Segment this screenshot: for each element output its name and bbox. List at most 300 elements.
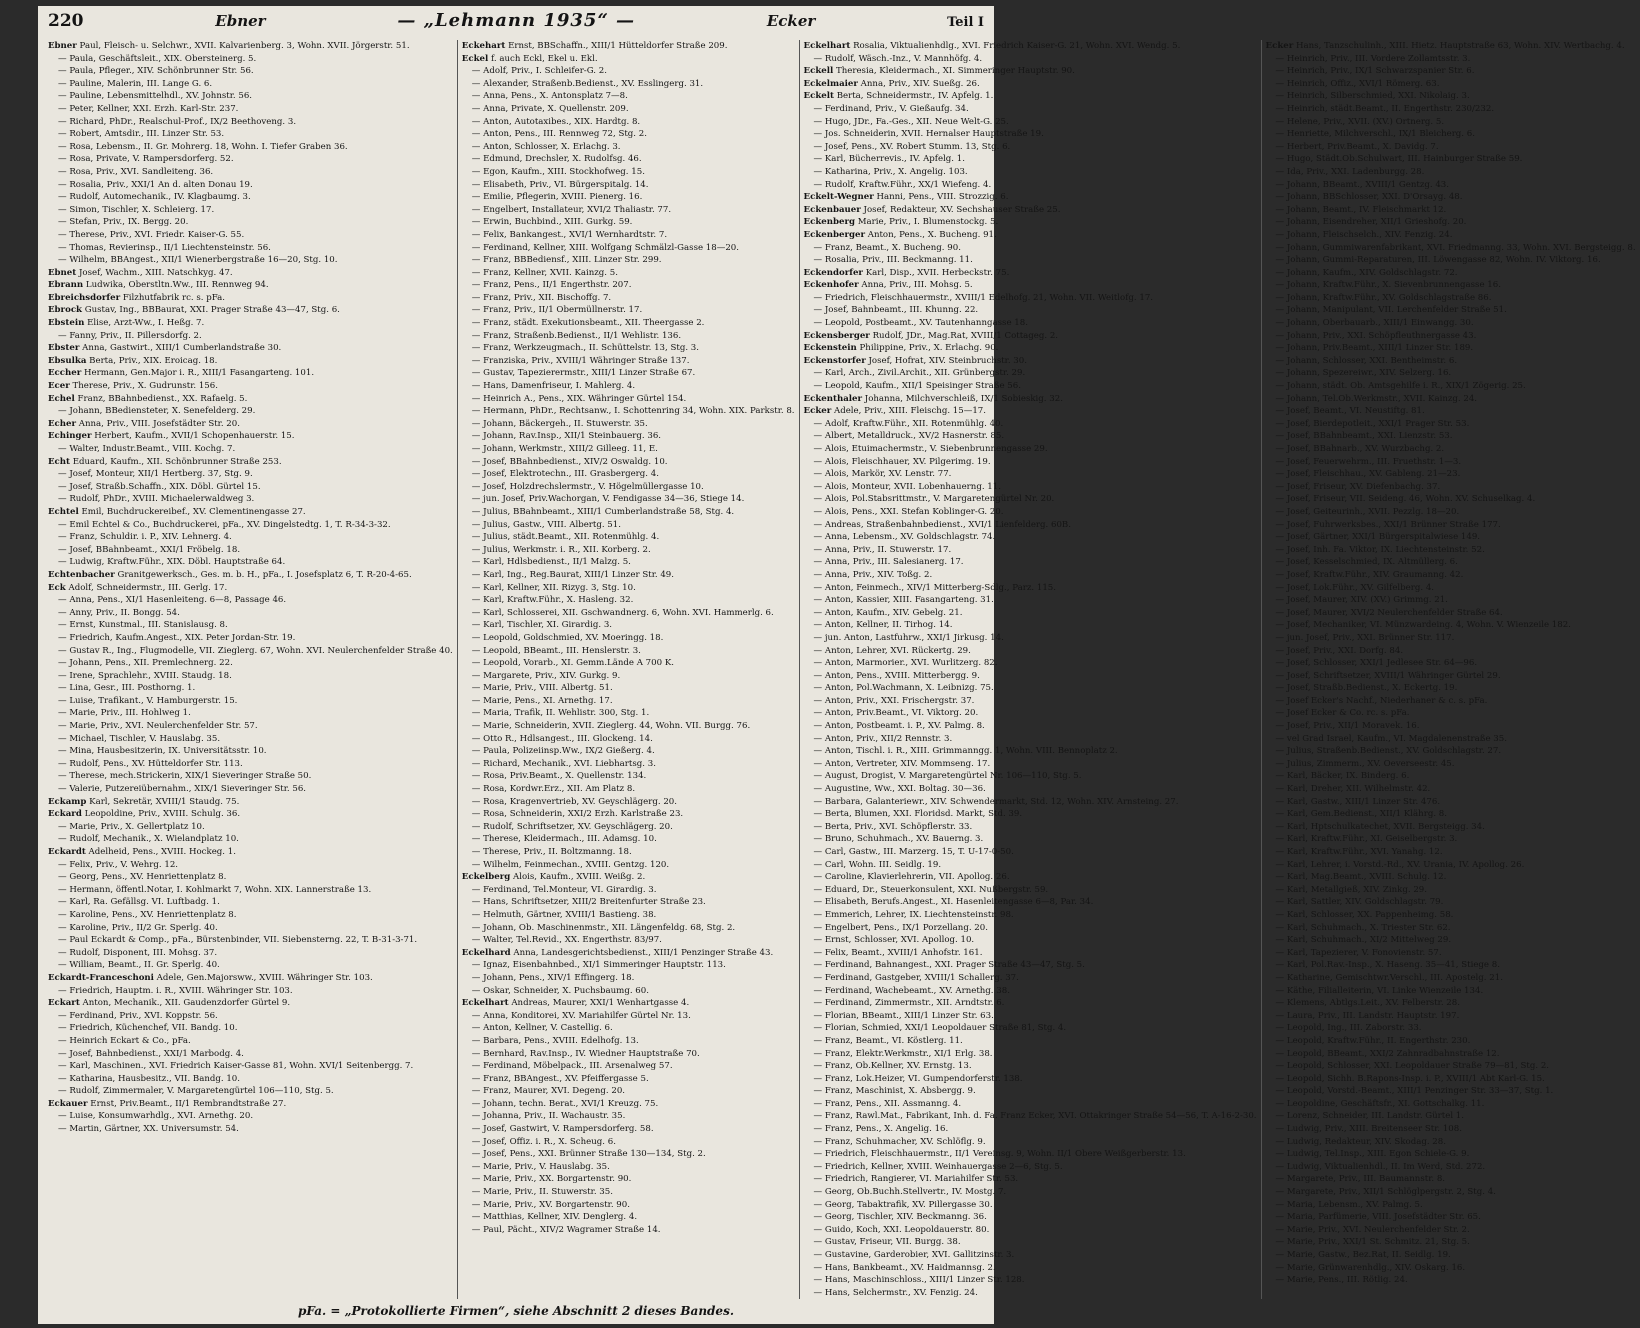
entry-text: — Maria, Parfümerie, VIII. Josefstädter Str. 65. (1275, 1212, 1481, 1223)
directory-entry (48, 1022, 453, 1035)
directory-entry (48, 582, 453, 595)
directory-entry (804, 972, 1257, 985)
entry-text: — Josef, Priv., XII/1 Moravek. 16. (1275, 721, 1420, 732)
directory-entry (48, 342, 453, 355)
directory-entry (462, 191, 795, 204)
entry-text: — Hermann, öffentl.Notar, I. Kohlmarkt 7, Wohn. XIX. Lannerstraße 13. (58, 884, 372, 895)
directory-entry (462, 279, 795, 292)
directory-entry (1266, 53, 1636, 66)
directory-entry (1266, 1249, 1636, 1262)
entry-text: — Carl, Wohn. III. Seidlg. 19. (813, 859, 942, 870)
directory-entry (1266, 1073, 1636, 1086)
directory-entry (804, 204, 1257, 217)
entry-text: — Mina, Hausbesitzerin, IX. Universitätsstr. 10. (58, 746, 267, 757)
entry-surname: Ebner (48, 41, 77, 51)
entry-text: — Karl, Hptschulkatechet, XVII. Bergsteigg. 34. (1275, 821, 1485, 832)
entry-text: — Anton, Vertreter, XIV. Mommseng. 17. (813, 758, 991, 769)
entry-text: — Alois, Pol.Stabsrittmstr., V. Margaretengürtel Nr. 20. (813, 494, 1055, 505)
entry-text: — Rudolf, PhDr., XVIII. Michaelerwaldweg 3. (58, 494, 255, 505)
directory-entry (48, 267, 453, 280)
directory-entry (48, 682, 453, 695)
entry-text: — Alois, Etuimachermstr., V. Siebenbrunnengasse 29. (813, 444, 1048, 454)
directory-entry (1266, 229, 1636, 242)
entry-surname: Eckard (48, 809, 82, 820)
directory-entry (1266, 972, 1636, 985)
entry-text: — Richard, Mechanik., XVI. Liebhartsg. 3. (471, 758, 656, 769)
directory-entry (462, 1148, 795, 1161)
entry-text: Anna, Priv., III. Mohsg. 5. (861, 280, 973, 291)
entry-text: — Thomas, Revierinsp., II/1 Liechtensteinstr. 56. (58, 242, 271, 253)
directory-entry (1266, 40, 1636, 53)
directory-entry (804, 985, 1257, 998)
entry-text: — Marie, Priv., II. Stuwerstr. 35. (471, 1187, 613, 1198)
entry-text: — Anton, Pens., XVIII. Mitterbergg. 9. (813, 670, 980, 681)
entry-text: — Ida, Priv., XXI. Ladenburgg. 28. (1275, 166, 1425, 177)
directory-entry (804, 1274, 1257, 1287)
directory-entry (804, 317, 1257, 330)
entry-text: — Anna, Priv., XIV. Toßg. 2. (813, 569, 933, 580)
directory-entry (462, 909, 795, 922)
entry-text: — Rosa, Private, V. Rampersdorferg. 52. (58, 154, 234, 165)
entry-text: — Rosa, Schneiderin, XXI/2 Erzh. Karlstraße 23. (471, 809, 684, 820)
directory-entry (1266, 405, 1636, 418)
entry-text: — Johann, Kraftw.Führ., XV. Goldschlagstraße 86. (1275, 292, 1492, 303)
entry-text: — Friedrich, Hauptm. i. R., XVIII. Währinger Str. 103. (58, 985, 293, 996)
entry-text: — Josef, Bahnbedienst., XXI/1 Marbodg. 4. (58, 1048, 244, 1059)
directory-entry (1266, 317, 1636, 330)
entry-text: — Walter, Tel.Revid., XX. Engerthstr. 83/97. (471, 935, 662, 946)
directory-entry (804, 556, 1257, 569)
part-label: Teil I (947, 15, 984, 30)
entry-text: — Heinrich, Priv., IX/1 Schwarzspanier Str. 6. (1275, 66, 1475, 77)
directory-entry (804, 934, 1257, 947)
entry-text: — Josef, BBahnbeamt., XXI. Lienzstr. 53. (1275, 431, 1453, 442)
entry-text: Adele, Gen.Majorsww., XVIII. Währinger Str. 103. (156, 972, 373, 983)
directory-entry (462, 833, 795, 846)
entry-text: — Albert, Metalldruck., XV/2 Hasnerstr. 85. (813, 431, 1005, 442)
directory-entry (804, 355, 1257, 368)
directory-entry (48, 670, 453, 683)
directory-entry (462, 317, 795, 330)
directory-entry (1266, 506, 1636, 519)
directory-entry (1266, 582, 1636, 595)
directory-entry (1266, 1211, 1636, 1224)
directory-entry (804, 997, 1257, 1010)
entry-text: — Johann, Spezereiwr., XIV. Selzerg. 16. (1275, 368, 1452, 379)
directory-entry (1266, 909, 1636, 922)
directory-entry (462, 783, 795, 796)
entry-text: — Karl, Bäcker, IX. Binderg. 6. (1275, 771, 1410, 782)
entry-text: — Karoline, Priv., II/2 Gr. Sperlg. 40. (58, 922, 218, 933)
entry-text: — Laura, Priv., III. Landstr. Hauptstr. 197. (1275, 1010, 1460, 1021)
entry-text: — Josef, Fleischhau., XV. Gableng. 21—23. (1275, 469, 1461, 480)
entry-text: — Johann, Gummiwarenfabrikant, XVI. Friedmanng. 33, Wohn. XVI. Bergsteigg. 8. (1275, 242, 1636, 253)
directory-entry (804, 493, 1257, 506)
entry-text: — Ferdinand, Gastgeber, XVIII/1 Schallerg. 37. (813, 972, 1019, 983)
directory-entry (1266, 153, 1636, 166)
entry-text: — Josef Ecker's Nachf., Niederhaner & c. s. pFa. (1275, 695, 1488, 706)
directory-entry (48, 430, 453, 443)
directory-entry (462, 116, 795, 129)
directory-entry (804, 1148, 1257, 1161)
directory-page (38, 6, 1636, 1324)
entry-text: — Johann, Bäckergeh., II. Stuwerstr. 35. (471, 418, 648, 429)
entry-text: — Henriette, Milchverschl., IX/1 Bleicherg. 6. (1275, 129, 1475, 140)
entry-text: — Leopold, Kaufm., XII/1 Speisinger Straße 56. (813, 381, 1021, 392)
directory-entry (804, 796, 1257, 809)
entry-text: — Anny, Priv., II. Bongg. 54. (58, 607, 180, 618)
entry-text: Anna, Gastwirt., XIII/1 Cumberlandstraße 30. (82, 343, 282, 354)
directory-entry (48, 128, 453, 141)
directory-entry (804, 582, 1257, 595)
entry-text: — Josef, Kraftw.Führ., XIV. Graumanng. 42. (1275, 569, 1464, 580)
directory-entry (804, 619, 1257, 632)
entry-text: — Egon, Kaufm., XIII. Stockhofweg. 15. (471, 166, 645, 177)
entry-text: — Ludwig, Tel.Insp., XIII. Egon Schiele-G. 9. (1275, 1149, 1470, 1160)
directory-entry (804, 909, 1257, 922)
entry-text: — Paula, Geschäftsleit., XIX. Obersteinerg. 5. (58, 53, 257, 64)
directory-entry (804, 1136, 1257, 1149)
entry-text: — Friedrich, Kellner, XVIII. Weinhauergasse 2—6, Stg. 5. (813, 1161, 1063, 1172)
directory-entry (462, 922, 795, 935)
entry-text: Granitgewerksch., Ges. m. b. H., pFa., I. Josefsplatz 6, T. R-20-4-65. (117, 569, 412, 580)
entry-text: — Anton, Autotaxibes., XIX. Hardtg. 8. (471, 116, 641, 127)
directory-entry (1266, 116, 1636, 129)
entry-text: — Karl, Schlosser, XX. Pappenheimg. 58. (1275, 909, 1454, 920)
directory-entry (462, 103, 795, 116)
entry-text: — Rudolf, Disponent, III. Mohsg. 37. (58, 947, 218, 958)
directory-entry (48, 972, 453, 985)
entry-text: — Felix, Beamt., XVIII/1 Anhofstr. 161. (813, 947, 983, 958)
directory-entry (804, 833, 1257, 846)
entry-text: — Ferdinand, Kellner, XIII. Wolfgang Schmälzl-Gasse 18—20. (471, 242, 740, 253)
directory-entry (1266, 90, 1636, 103)
directory-entry (462, 40, 795, 53)
directory-entry (462, 1110, 795, 1123)
entry-text: — Wilhelm, Feinmechan., XVIII. Gentzg. 120. (471, 859, 670, 870)
directory-entry (1266, 569, 1636, 582)
directory-entry (1266, 884, 1636, 897)
entry-text: — Karl, Tapezierer, V. Fonovienstr. 57. (1275, 947, 1442, 958)
directory-entry (1266, 468, 1636, 481)
directory-entry (48, 959, 453, 972)
directory-entry (462, 871, 795, 884)
directory-entry (804, 783, 1257, 796)
entry-text: — Alois, Fleischhauer, XV. Pilgerimg. 19. (813, 456, 991, 467)
entry-text: — Johann, BBeamt., XVIII/1 Gentzg. 43. (1275, 179, 1450, 190)
directory-entry (48, 166, 453, 179)
directory-entry (48, 1085, 453, 1098)
directory-entry (462, 1199, 795, 1212)
entry-text: — Hans, Bankbeamt., XV. Haidmannsg. 2. (813, 1262, 996, 1273)
entry-text: — Michael, Tischler, V. Hauslabg. 35. (58, 733, 221, 744)
entry-text: — Leopold, Ing., III. Zaborstr. 33. (1275, 1023, 1422, 1034)
directory-entry (462, 1211, 795, 1224)
directory-entry (462, 607, 795, 620)
directory-entry (462, 846, 795, 859)
directory-entry (804, 695, 1257, 708)
entry-text: — Franz, Schuhmacher, XV. Schlöflg. 9. (813, 1136, 986, 1147)
directory-entry (48, 796, 453, 809)
directory-entry (804, 758, 1257, 771)
directory-entry (462, 229, 795, 242)
directory-entry (1266, 418, 1636, 431)
entry-text: Franz, BBahnbedienst., XX. Rafaelg. 5. (77, 393, 248, 404)
directory-entry (1266, 657, 1636, 670)
entry-text: — Anna, Priv., III. Salesianerg. 17. (813, 557, 964, 568)
entry-text: Josef, Hofrat, XIV. Steinbruchstr. 30. (868, 355, 1027, 366)
entry-text: — William, Beamt., II. Gr. Sperlg. 40. (58, 960, 220, 971)
entry-surname: Eckart (48, 998, 80, 1009)
entry-text: — Hans, Maschinschloss., XIII/1 Linzer Str. 128. (813, 1275, 1025, 1286)
entry-text: — Paul Eckardt & Comp., pFa., Bürstenbinder, VII. Siebensterng. 22, T. B-31-3-71. (58, 935, 418, 946)
entry-text: — Klemens, Abtlgs.Leit., XV. Felberstr. 28. (1275, 998, 1460, 1009)
directory-entry (462, 808, 795, 821)
directory-entry (804, 519, 1257, 532)
entry-text: — Karl, Maschinen., XVI. Friedrich Kaiser-Gasse 81, Wohn. XVI/1 Seitenbergg. 7. (58, 1061, 414, 1072)
entry-surname: Eckardt-Franceschoni (48, 972, 154, 983)
entry-text: — Heinrich Eckart & Co., pFa. (58, 1035, 191, 1046)
directory-entry (1266, 1010, 1636, 1023)
directory-entry (462, 544, 795, 557)
directory-entry (48, 695, 453, 708)
directory-entry (804, 1048, 1257, 1061)
entry-text: — Franz, Schuldir. i. P., XIV. Lehnerg. 4. (58, 532, 232, 543)
directory-entry (1266, 733, 1636, 746)
entry-surname: Eckensberger (803, 330, 870, 341)
entry-text: — Georg, Ob.Buchh.Stellvertr., IV. Mostg. 7. (813, 1187, 1007, 1198)
entry-text: — Margarete, Priv., XII/1 Schlöglpergstr. 2, Stg. 4. (1275, 1187, 1496, 1198)
directory-entry (462, 859, 795, 872)
entry-text: — Johann, Tel.Ob.Werkmstr., XVII. Kainzg. 24. (1275, 393, 1478, 404)
directory-entry (462, 153, 795, 166)
entry-text: Emil, Buchdruckereibef., XV. Clementinengasse 27. (81, 506, 306, 517)
entry-text: — Irene, Sprachlehr., XVIII. Staudg. 18. (58, 670, 232, 681)
directory-entry (804, 1073, 1257, 1086)
entry-surname: Ecker (803, 406, 832, 417)
directory-entry (48, 355, 453, 368)
directory-entry (48, 216, 453, 229)
entry-surname: Ebrann (48, 280, 84, 291)
entry-surname: Eck (48, 582, 66, 593)
entry-text: — Martin, Gärtner, XX. Universumstr. 54. (58, 1124, 239, 1135)
directory-entry (804, 380, 1257, 393)
entry-surname: Eckenberg (803, 217, 855, 228)
directory-entry (462, 1098, 795, 1111)
entry-text: — Josef, Friseur, VII. Seideng. 46, Wohn. XV. Schuselkag. 4. (1275, 494, 1536, 505)
entry-text: — Friedrich, Küchenchef, VII. Bandg. 10. (58, 1023, 238, 1034)
entry-text: — Karl, Ing., Reg.Baurat, XIII/1 Linzer Str. 49. (471, 569, 674, 580)
entry-text: — Julius, Gastw., VIII. Albertg. 51. (471, 519, 621, 530)
directory-entry (48, 40, 453, 53)
entry-text: — Anton, Priv., XII/2 Rennstr. 3. (813, 733, 953, 744)
directory-entry (1266, 896, 1636, 909)
entry-text: — Friedrich, Rangierer, VI. Mariahilfer Str. 53. (813, 1174, 1019, 1185)
directory-entry (48, 1073, 453, 1086)
directory-entry (804, 1123, 1257, 1136)
directory-entry (48, 808, 453, 821)
directory-entry (462, 216, 795, 229)
entry-text: — Simon, Tischler, X. Schleierg. 17. (58, 204, 215, 215)
entry-surname: Eckenhofer (803, 280, 859, 291)
directory-entry (1266, 1224, 1636, 1237)
entry-text: — Josef, Pens., XV. Robert Stumm. 13, Stg. 6. (813, 141, 1011, 152)
entry-text: — Caroline, Klavierlehrerin, VII. Apollog. 26. (813, 872, 1010, 883)
directory-entry (462, 884, 795, 897)
entry-text: — Josef, Lok.Führ., XV. Gilfelberg. 4. (1275, 582, 1435, 593)
entry-text: — Augustine, Ww., XXI. Boltag. 30—36. (813, 784, 986, 795)
directory-entry (804, 443, 1257, 456)
entry-text: — Josef, Pens., XXI. Brünner Straße 130—134, Stg. 2. (471, 1149, 706, 1160)
entry-text: Elise, Arzt-Ww., I. Heßg. 7. (87, 318, 205, 329)
entry-text: — Ferdinand, Priv., V. Gießaufg. 34. (813, 103, 969, 114)
directory-entry (1266, 493, 1636, 506)
entry-surname: Ebsulka (48, 355, 87, 366)
entry-text: — Therese, Priv., XVI. Friedr. Kaiser-G. 55. (58, 229, 245, 240)
directory-entry (804, 430, 1257, 443)
directory-entry (48, 922, 453, 935)
directory-entry (804, 846, 1257, 859)
entry-text: — Josef, Straßb.Bedienst., X. Eckertg. 19. (1275, 683, 1458, 694)
directory-entry (48, 884, 453, 897)
entry-text: — Andreas, Straßenbahnbedienst., XVI/1 Lienfelderg. 60B. (813, 519, 1071, 530)
directory-entry (804, 645, 1257, 658)
directory-entry (1266, 179, 1636, 192)
directory-entry (1266, 304, 1636, 317)
directory-entry (804, 607, 1257, 620)
entry-text: — Johann, Eisendreher, XII/1 Grieshofg. 20. (1275, 217, 1467, 228)
entry-text: — Lina, Gesr., III. Posthorng. 1. (58, 683, 196, 694)
entry-surname: Eckelhart (461, 998, 509, 1009)
directory-entry (462, 330, 795, 343)
entry-text: — Felix, Bankangest., XVI/1 Wernhardtstr. 7. (471, 229, 668, 240)
directory-entry (804, 166, 1257, 179)
entry-text: — Julius, BBahnbeamt., XIII/1 Cumberlandstraße 58, Stg. 4. (471, 506, 735, 517)
entry-text: — Heinrich, Offiz., XVI/1 Römerg. 63. (1275, 78, 1440, 89)
entry-text: — Anna, Priv., II. Stuwerstr. 17. (813, 544, 952, 555)
directory-entry (462, 707, 795, 720)
entry-text: — Karl, Metallgieß, XIV. Zinkg. 29. (1275, 884, 1427, 895)
directory-entry (804, 884, 1257, 897)
directory-entry (48, 594, 453, 607)
entry-text: — Anton, Schlosser, X. Erlachg. 3. (471, 141, 621, 152)
entry-text: — Berta, Priv., XVI. Schöpflerstr. 33. (813, 821, 973, 832)
directory-entry (462, 896, 795, 909)
directory-entry (48, 304, 453, 317)
directory-entry (804, 1161, 1257, 1174)
entry-text: — Johann, Fleischselch., XIV. Fenzig. 24. (1275, 229, 1453, 240)
entry-text: — August, Drogist, V. Margaretengürtel Nr. 106—110, Stg. 5. (813, 771, 1082, 782)
directory-entry (462, 468, 795, 481)
entry-text: — Maria, Trafik, II. Wehlistr. 300, Stg. 1. (471, 708, 650, 719)
directory-entry (804, 342, 1257, 355)
entry-text: — Margarete, Priv., III. Baumannstr. 8. (1275, 1174, 1446, 1185)
directory-entry (462, 1010, 795, 1023)
directory-entry (462, 959, 795, 972)
entry-text: — Florian, Schmied, XXI/1 Leopoldauer Straße 81, Stg. 4. (813, 1023, 1067, 1034)
directory-entry (48, 65, 453, 78)
directory-entry (462, 1173, 795, 1186)
entry-text: — Marie, Pens., III. Rötlig. 24. (1275, 1275, 1408, 1286)
directory-entry (804, 367, 1257, 380)
entry-surname: Eckenberger (803, 229, 865, 240)
entry-text: — Ignaz, Eisenbahnbed., XI/1 Simmeringer Hauptstr. 113. (471, 960, 726, 971)
directory-entry (462, 796, 795, 809)
entry-text: — Rosa, Kragenvertrieb, XV. Geyschlägerg. 20. (471, 796, 677, 807)
directory-entry (804, 304, 1257, 317)
directory-entry (804, 1224, 1257, 1237)
entry-text: — Stefan, Priv., IX. Bergg. 20. (58, 217, 189, 228)
directory-entry (804, 1236, 1257, 1249)
entry-text: — Richard, PhDr., Realschul-Prof., IX/2 Beethoveng. 3. (58, 116, 297, 127)
directory-entry (804, 1186, 1257, 1199)
directory-entry (48, 531, 453, 544)
directory-entry (462, 1186, 795, 1199)
entry-text: Gustav, Ing., BBBaurat, XXI. Prager Straße 43—47, Stg. 6. (84, 305, 340, 316)
directory-entry (48, 1110, 453, 1123)
entry-text: Philippine, Priv., X. Erlachg. 90. (859, 343, 999, 354)
directory-entry (462, 1123, 795, 1136)
entry-text: — Johann, Pens., XII. Premlechnerg. 22. (58, 658, 233, 669)
entry-text: Marie, Priv., I. Blumenstockg. 5. (857, 217, 999, 228)
entry-text: — Hans, Selchermstr., XV. Fenzig. 24. (813, 1287, 978, 1298)
directory-entry (48, 116, 453, 129)
entry-text: — Oskar, Schneider, X. Puchsbaumg. 60. (471, 985, 649, 996)
directory-entry (48, 53, 453, 66)
directory-entry (804, 279, 1257, 292)
entry-text: Leopoldine, Priv., XVIII. Schulg. 36. (84, 809, 241, 820)
directory-entry (804, 229, 1257, 242)
directory-entry (48, 103, 453, 116)
directory-entry (48, 229, 453, 242)
entry-text: — Josef, Maurer, XVI/2 Neulerchenfelder Straße 64. (1275, 607, 1503, 618)
directory-entry (1266, 556, 1636, 569)
directory-entry (462, 267, 795, 280)
entry-text: — Anton, Lehrer, XVI. Rückertg. 29. (813, 645, 971, 656)
entry-text: — Marie, Priv., XVI. Neulerchenfelder Str. 57. (58, 721, 258, 732)
directory-entry (48, 191, 453, 204)
directory-entry (48, 645, 453, 658)
directory-entry (462, 128, 795, 141)
entry-text: — Valerie, Putzereiübernahm., XIX/1 Sieveringer Str. 56. (58, 784, 307, 795)
directory-entry (48, 934, 453, 947)
entry-text: Karl, Sekretär, XVIII/1 Staudg. 75. (89, 796, 240, 807)
entry-text: — Ferdinand, Möbelpack., III. Arsenalweg 57. (471, 1061, 673, 1072)
entry-text: — Berta, Blumen, XXI. Floridsd. Markt, Std. 39. (813, 809, 1023, 820)
directory-entry (804, 1035, 1257, 1048)
directory-entry (48, 90, 453, 103)
directory-entry (48, 519, 453, 532)
directory-entry (1266, 216, 1636, 229)
entry-surname: Eckelt (803, 91, 834, 102)
directory-entry (462, 997, 795, 1010)
entry-text: — Karl, Gastw., XIII/1 Linzer Str. 476. (1275, 796, 1441, 807)
directory-entry (462, 418, 795, 431)
entry-text: — Rosalia, Priv., III. Beckmanng. 11. (813, 255, 973, 266)
directory-entry (462, 1060, 795, 1073)
directory-entry (462, 506, 795, 519)
entry-text: — Ludwig, Redakteur, XIV. Skodag. 28. (1275, 1136, 1446, 1147)
entry-text: — Hugo, Städt.Ob.Schulwart, III. Hainburger Straße 59. (1275, 154, 1523, 165)
directory-entry (804, 254, 1257, 267)
directory-entry (1266, 204, 1636, 217)
entry-text: — Hermann, PhDr., Rechtsanw., I. Schottenring 34, Wohn. XIX. Parkstr. 8. (471, 406, 795, 417)
entry-text: — Georg, Tabaktrafik, XV. Pillergasse 30. (813, 1199, 993, 1210)
directory-entry (1266, 292, 1636, 305)
directory-entry (1266, 141, 1636, 154)
directory-entry (1266, 166, 1636, 179)
entry-text: — Erwin, Buchbind., XIII. Gurkg. 59. (471, 217, 633, 228)
